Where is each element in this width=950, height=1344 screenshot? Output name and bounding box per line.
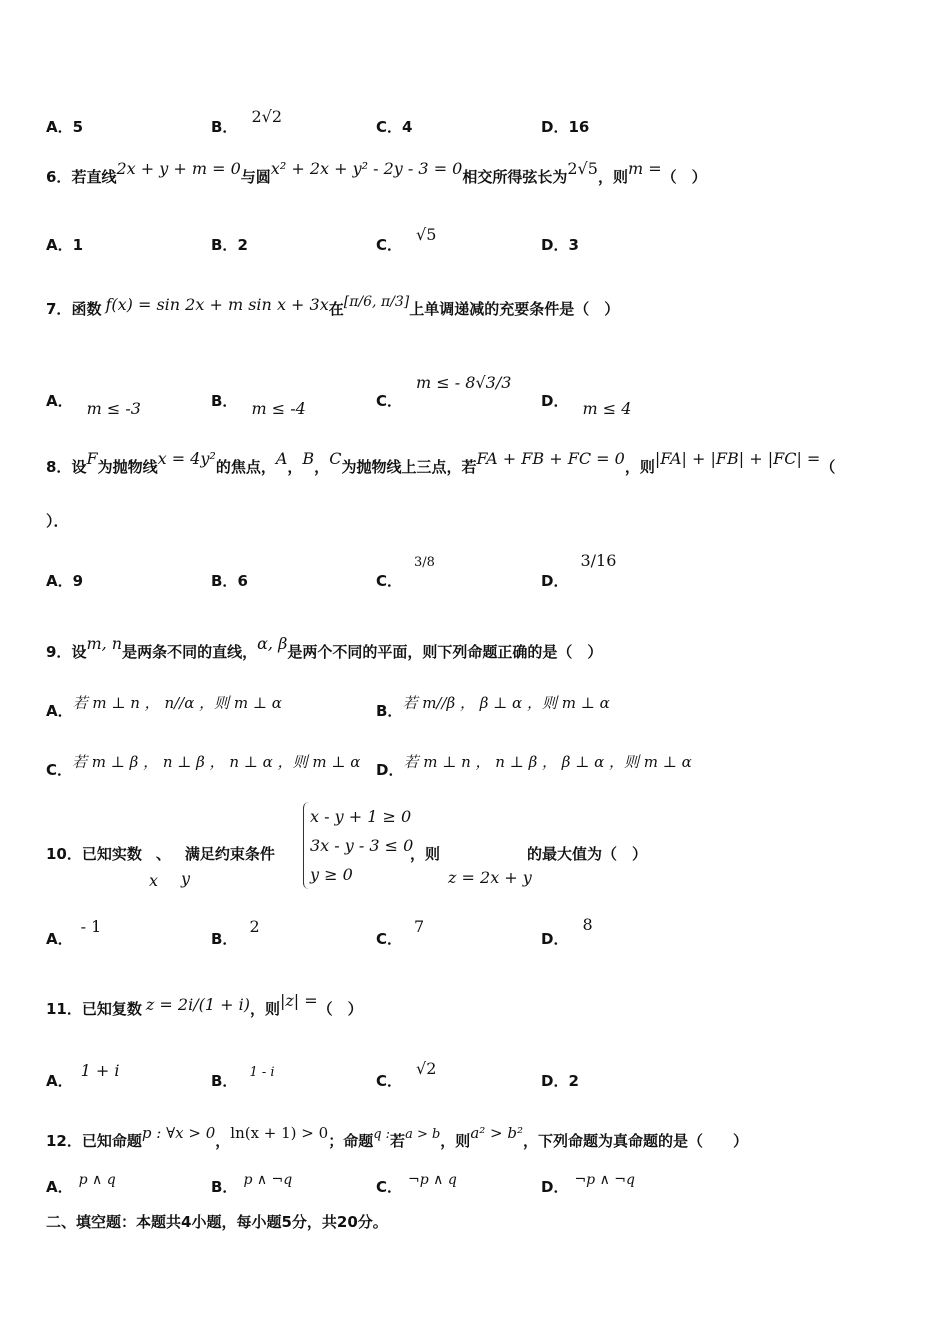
q8-option-b[interactable] [211,570,248,591]
q10-text-1: 已知实数 [81,845,142,863]
q10-var-x: x [149,871,159,890]
question-number: 11． [46,1000,82,1018]
q7-text-3: 上单调递减的充要条件是（ ） [409,300,620,318]
q7-text-2: 在 [328,300,344,318]
option-value: 3 [568,236,579,254]
option-value: 4 [402,118,413,136]
option-label: B． [211,392,238,410]
option-value: ¬p ∧ ¬q [574,1172,635,1188]
q10-tail-2 [527,843,647,864]
question-number: 6． [46,168,72,186]
q10-constraint-system [303,802,413,889]
option-label: B． [211,1072,238,1090]
q8-text-4: 为抛物线上三点，若 [341,458,477,476]
option-label: C． [376,930,403,948]
option-value: √2 [416,1059,437,1078]
option-label: A． [46,1072,73,1090]
option-value: 16 [568,118,590,136]
q6-m-equals: m = [627,159,662,178]
q12-option-a[interactable] [46,1172,116,1197]
q6-option-b[interactable] [211,234,248,255]
q12-text-6: ，下列命题为真命题的是（ ） [523,1132,749,1150]
option-label: D． [541,1072,569,1090]
option-label: D． [541,572,569,590]
q9-option-c[interactable] [46,753,361,780]
q12-option-c[interactable] [376,1172,457,1197]
q8-vector-sum: FA + FB + FC = 0 [476,449,625,468]
q5-option-c[interactable] [376,116,412,137]
option-value: 2√2 [251,107,282,126]
q8-point-c: C [329,449,342,468]
q12-text-1: 已知命题 [81,1132,142,1150]
constraint-1: x - y + 1 ≥ 0 [310,807,412,826]
question-6 [46,159,910,187]
q10-tail [410,843,440,864]
q11-text-2: ，则 [249,1000,280,1018]
q8-point-b: B [302,449,315,468]
option-label: C． [376,1072,403,1090]
option-value: m ≤ - 8√3/3 [416,373,512,392]
q10-text-5: 的最大值为（ ） [527,845,648,863]
q6-option-a[interactable] [46,234,83,255]
option-label: B． [211,572,238,590]
q9-text-3: 是两个不同的平面，则下列命题正确的是（ ） [287,643,603,661]
q11-option-d[interactable] [541,1070,579,1091]
option-label: D． [376,761,404,779]
q8-text-2: 为抛物线 [97,458,158,476]
question-9 [46,634,910,662]
q9-text-2: 是两条不同的直线， [122,643,258,661]
q12-text-2: ， [215,1132,231,1150]
option-value: 2 [249,917,260,936]
q8-abs-sum: |FA| + |FB| + |FC| = [654,449,821,468]
option-label: D． [541,118,569,136]
option-label: C． [376,118,403,136]
option-label: B． [211,1178,238,1196]
option-label: A． [46,236,73,254]
option-label: B． [211,236,238,254]
q6-text-2: 与圆 [240,168,271,186]
q10-option-a[interactable] [46,916,102,948]
q10-option-b[interactable] [211,916,260,948]
q10-text-4: ，则 [410,845,441,863]
q11-option-c[interactable] [376,1058,437,1090]
q8-option-c[interactable] [376,550,435,590]
option-value: 若 m//β ， β ⊥ α ，则 m ⊥ α [402,694,610,712]
option-label: A． [46,118,73,136]
option-value: m ≤ -4 [251,399,306,418]
q8-option-a[interactable] [46,570,83,591]
q6-option-c[interactable] [376,224,437,254]
q8-parabola: x = 4y² [157,449,216,468]
q8-text-7: ）． [46,512,69,530]
option-value: 1 - i [249,1065,275,1080]
q11-z-definition: z = 2i/(1 + i) [145,995,250,1014]
q8-bracket-open: （ [820,458,836,476]
question-number: 10． [46,845,82,863]
q6-answer-bracket: （ ） [661,168,707,186]
option-value: 9 [72,572,84,590]
q12-ln-expr: ln(x + 1) > 0 [230,1124,329,1142]
q6-text-3: 相交所得弦长为 [462,168,568,186]
q11-option-b[interactable] [211,1060,275,1090]
question-11 [46,991,910,1019]
q10-option-c[interactable] [376,916,425,948]
q9-option-d[interactable] [376,753,692,780]
option-value: √5 [416,225,437,244]
q10-objective: z = 2x + y [448,868,532,887]
q8-text-3: 的焦点， [215,458,276,476]
constraint-2: 3x - y - 3 ≤ 0 [310,836,414,855]
option-value: 6 [237,572,248,590]
q12-prop-q: q : [373,1127,391,1142]
q10-var-y: y [181,869,191,888]
q6-circle-equation: x² + 2x + y² - 2y - 3 = 0 [270,159,463,178]
q10-text-2: 、 [155,845,171,863]
q11-abs-z: |z| = [279,991,318,1010]
option-value: 3/8 [414,555,435,570]
section-2-heading: 二、填空题：本题共4小题，每小题5分，共20分。 [46,1213,388,1231]
q12-text-4: 若 [390,1132,406,1150]
q6-chord-length: 2√5 [567,159,598,178]
q5-option-a[interactable] [46,116,83,137]
option-label: A． [46,930,73,948]
q7-option-d[interactable] [541,390,632,418]
question-8: 8． 设 F 为抛物线 x = 4y² 的焦点， A ， B ， C 为抛物线上三点，若 FA + FB + FC = 0 ，则 |FA| + |FB| + |FC| = （ [46,449,836,476]
option-value: p ∧ ¬q [243,1172,293,1188]
option-label: B． [376,702,403,720]
q5-option-b[interactable] [211,106,282,136]
option-value: 5 [72,118,84,136]
option-value: 7 [414,917,425,936]
option-label: A． [46,572,73,590]
q12-option-d[interactable] [541,1172,635,1197]
q10-text-3: 满足约束条件 [184,845,275,863]
q12-text-3: ；命题 [328,1132,374,1150]
q10-option-d[interactable] [541,914,593,948]
question-number: 8． [46,458,72,476]
q12-conclusion: a² > b² [470,1124,523,1142]
option-value: ¬p ∧ q [408,1172,457,1188]
constraint-3: y ≥ 0 [310,865,353,884]
question-number: 7． [46,300,72,318]
q12-text-5: ，则 [440,1132,471,1150]
q12-prop-p: p : ∀x > 0 [141,1124,216,1142]
q9-text-1: 设 [71,643,87,661]
option-label: C． [376,572,403,590]
option-value: m ≤ 4 [582,399,632,418]
option-label: D． [541,930,569,948]
q7-interval: [π/6, π/3] [343,294,410,310]
option-label: B． [211,930,238,948]
q6-text-4: ，则 [597,168,628,186]
q6-option-d[interactable] [541,234,579,255]
q5-option-d[interactable] [541,116,589,137]
option-label: B． [211,118,238,136]
option-label: C． [46,761,73,779]
option-value: m ≤ -3 [86,399,141,418]
q9-planes-ab: α, β [257,634,288,653]
q7-text-1: 函数 [71,300,102,318]
option-value: 1 [72,236,84,254]
option-value: 若 m ⊥ β ， n ⊥ β ， n ⊥ α ，则 m ⊥ α [72,753,361,771]
q6-text-1: 若直线 [71,168,117,186]
q8-option-d[interactable] [541,550,617,590]
option-value: 1 + i [80,1061,120,1080]
question-number: 9． [46,643,72,661]
q8-text-5: ，则 [624,458,655,476]
option-label: C． [376,392,403,410]
option-label: A． [46,1178,73,1196]
q12-condition: a > b [405,1127,441,1142]
option-label: C． [376,1178,403,1196]
option-label: D． [541,236,569,254]
option-value: - 1 [80,917,102,936]
q6-line-equation: 2x + y + m = 0 [116,159,241,178]
question-7 [46,294,910,319]
option-label: C． [376,236,403,254]
option-value: 若 m ⊥ n ， n ⊥ β ， β ⊥ α ，则 m ⊥ α [403,753,692,771]
q7-option-b[interactable] [211,390,306,418]
question-12 [46,1124,910,1151]
option-value: 2 [237,236,248,254]
option-value: 2 [568,1072,579,1090]
option-value: 3/16 [580,551,617,570]
q11-text-1: 已知复数 [81,1000,142,1018]
q9-option-a[interactable] [46,694,282,721]
option-label: D． [541,1178,569,1196]
q7-function: f(x) = sin 2x + m sin x + 3x [105,295,329,314]
option-value: 8 [582,915,593,934]
option-label: A． [46,392,73,410]
option-label: A． [46,702,73,720]
q8-bracket-close [46,510,69,531]
q9-lines-mn: m, n [86,634,123,653]
option-label: D． [541,392,569,410]
q9-option-b[interactable] [376,694,610,721]
q7-option-c[interactable] [376,368,512,410]
q8-point-a: A [275,449,288,468]
q8-focus-f: F [86,449,98,468]
q11-text-3: （ ） [317,1000,363,1018]
question-number: 12． [46,1132,82,1150]
q12-option-b[interactable] [211,1172,293,1197]
q11-option-a[interactable] [46,1060,120,1090]
q7-option-a[interactable] [46,390,141,418]
option-value: p ∧ q [78,1172,116,1188]
option-value: 若 m ⊥ n ， n//α ，则 m ⊥ α [72,694,282,712]
question-10 [46,843,275,864]
q8-text-1: 设 [71,458,87,476]
